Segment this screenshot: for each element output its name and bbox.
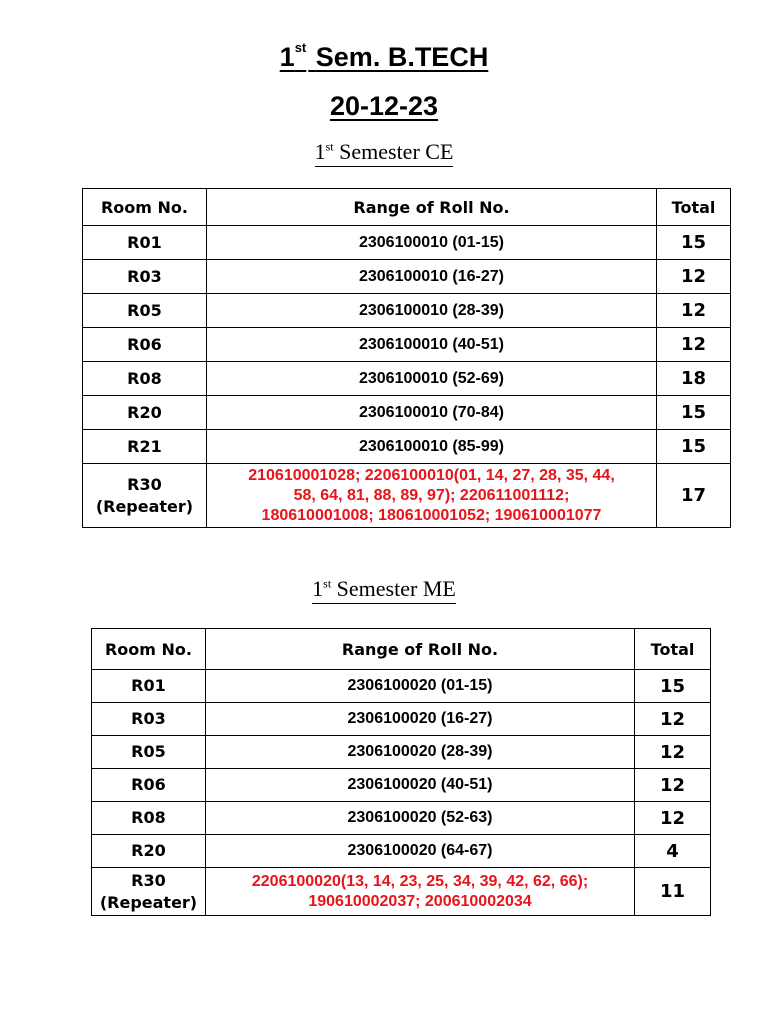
room-cell: R05 bbox=[83, 294, 207, 328]
table-header-row bbox=[92, 629, 711, 670]
range-cell: 2306100020 (01-15) bbox=[205, 670, 634, 703]
title-superscript: st bbox=[294, 40, 307, 55]
section-me-number: 1 bbox=[312, 576, 324, 601]
total-cell: 15 bbox=[657, 430, 731, 464]
room-cell: R06 bbox=[92, 769, 206, 802]
range-cell: 2306100020 (40-51) bbox=[205, 769, 634, 802]
repeater-room-number: R30 bbox=[131, 870, 166, 890]
room-cell: R06 bbox=[83, 328, 207, 362]
total-cell: 12 bbox=[657, 260, 731, 294]
total-cell: 12 bbox=[635, 736, 711, 769]
repeater-range-cell bbox=[205, 868, 634, 916]
range-cell: 2306100020 (64-67) bbox=[205, 835, 634, 868]
repeater-row bbox=[83, 464, 731, 528]
table-row bbox=[83, 226, 731, 260]
repeater-range-line: 190610002037; 200610002034 bbox=[308, 892, 532, 910]
total-cell: 12 bbox=[635, 703, 711, 736]
range-cell: 2306100010 (52-69) bbox=[206, 362, 656, 396]
room-cell: R01 bbox=[83, 226, 207, 260]
total-cell: 12 bbox=[635, 802, 711, 835]
range-cell: 2306100010 (16-27) bbox=[206, 260, 656, 294]
section-heading-ce bbox=[0, 139, 768, 167]
total-cell: 15 bbox=[635, 670, 711, 703]
section-heading-me bbox=[0, 576, 768, 604]
column-header-room: Room No. bbox=[92, 629, 206, 670]
repeater-range-line: 58, 64, 81, 88, 89, 97); 220611001112; bbox=[293, 486, 570, 504]
repeater-room-number: R30 bbox=[127, 474, 162, 494]
range-cell: 2306100020 (16-27) bbox=[205, 703, 634, 736]
repeater-total-cell: 17 bbox=[657, 464, 731, 528]
repeater-row bbox=[92, 868, 711, 916]
repeater-range-line: 180610001008; 180610001052; 190610001077 bbox=[261, 506, 602, 524]
room-cell: R03 bbox=[92, 703, 206, 736]
room-cell: R20 bbox=[83, 396, 207, 430]
range-cell: 2306100010 (85-99) bbox=[206, 430, 656, 464]
document-date bbox=[0, 91, 768, 122]
document-title bbox=[0, 42, 768, 73]
table-row bbox=[92, 835, 711, 868]
me-room-table bbox=[91, 628, 711, 916]
table-row bbox=[83, 328, 731, 362]
section-ce-number: 1 bbox=[314, 139, 326, 164]
table-row bbox=[83, 430, 731, 464]
room-cell: R20 bbox=[92, 835, 206, 868]
table-row bbox=[83, 396, 731, 430]
total-cell: 18 bbox=[657, 362, 731, 396]
title-number: 1 bbox=[279, 42, 295, 72]
title-text: Sem. B.TECH bbox=[315, 42, 489, 72]
column-header-total: Total bbox=[657, 189, 731, 226]
range-cell: 2306100020 (28-39) bbox=[205, 736, 634, 769]
repeater-total-cell: 11 bbox=[635, 868, 711, 916]
range-cell: 2306100010 (01-15) bbox=[206, 226, 656, 260]
repeater-range-cell bbox=[206, 464, 656, 528]
table-row bbox=[92, 769, 711, 802]
range-cell: 2306100010 (70-84) bbox=[206, 396, 656, 430]
total-cell: 4 bbox=[635, 835, 711, 868]
column-header-total: Total bbox=[635, 629, 711, 670]
repeater-label: (Repeater) bbox=[99, 892, 198, 912]
room-cell: R08 bbox=[92, 802, 206, 835]
section-me-superscript: st bbox=[323, 576, 332, 591]
repeater-room-cell bbox=[83, 464, 207, 528]
table-row bbox=[83, 294, 731, 328]
column-header-range: Range of Roll No. bbox=[206, 189, 656, 226]
repeater-room-cell bbox=[92, 868, 206, 916]
range-cell: 2306100010 (40-51) bbox=[206, 328, 656, 362]
total-cell: 15 bbox=[657, 226, 731, 260]
date-text: 20-12-23 bbox=[329, 91, 439, 121]
range-cell: 2306100020 (52-63) bbox=[205, 802, 634, 835]
section-me-text: Semester ME bbox=[336, 576, 456, 601]
ce-room-table bbox=[82, 188, 731, 528]
repeater-range-line: 2206100020(13, 14, 23, 25, 34, 39, 42, 62, 66); bbox=[251, 872, 589, 890]
total-cell: 15 bbox=[657, 396, 731, 430]
section-ce-text: Semester CE bbox=[339, 139, 454, 164]
total-cell: 12 bbox=[635, 769, 711, 802]
table-row bbox=[92, 703, 711, 736]
column-header-room: Room No. bbox=[83, 189, 207, 226]
column-header-range: Range of Roll No. bbox=[205, 629, 634, 670]
repeater-range-line: 210610001028; 2206100010(01, 14, 27, 28, 35, 44, bbox=[248, 466, 615, 484]
section-ce-superscript: st bbox=[325, 139, 334, 154]
table-row bbox=[83, 362, 731, 396]
range-cell: 2306100010 (28-39) bbox=[206, 294, 656, 328]
table-row bbox=[83, 260, 731, 294]
room-cell: R05 bbox=[92, 736, 206, 769]
total-cell: 12 bbox=[657, 328, 731, 362]
table-row bbox=[92, 670, 711, 703]
room-cell: R01 bbox=[92, 670, 206, 703]
room-cell: R21 bbox=[83, 430, 207, 464]
room-cell: R08 bbox=[83, 362, 207, 396]
table-header-row bbox=[83, 189, 731, 226]
repeater-label: (Repeater) bbox=[95, 496, 194, 516]
total-cell: 12 bbox=[657, 294, 731, 328]
table-row bbox=[92, 736, 711, 769]
room-cell: R03 bbox=[83, 260, 207, 294]
table-row bbox=[92, 802, 711, 835]
